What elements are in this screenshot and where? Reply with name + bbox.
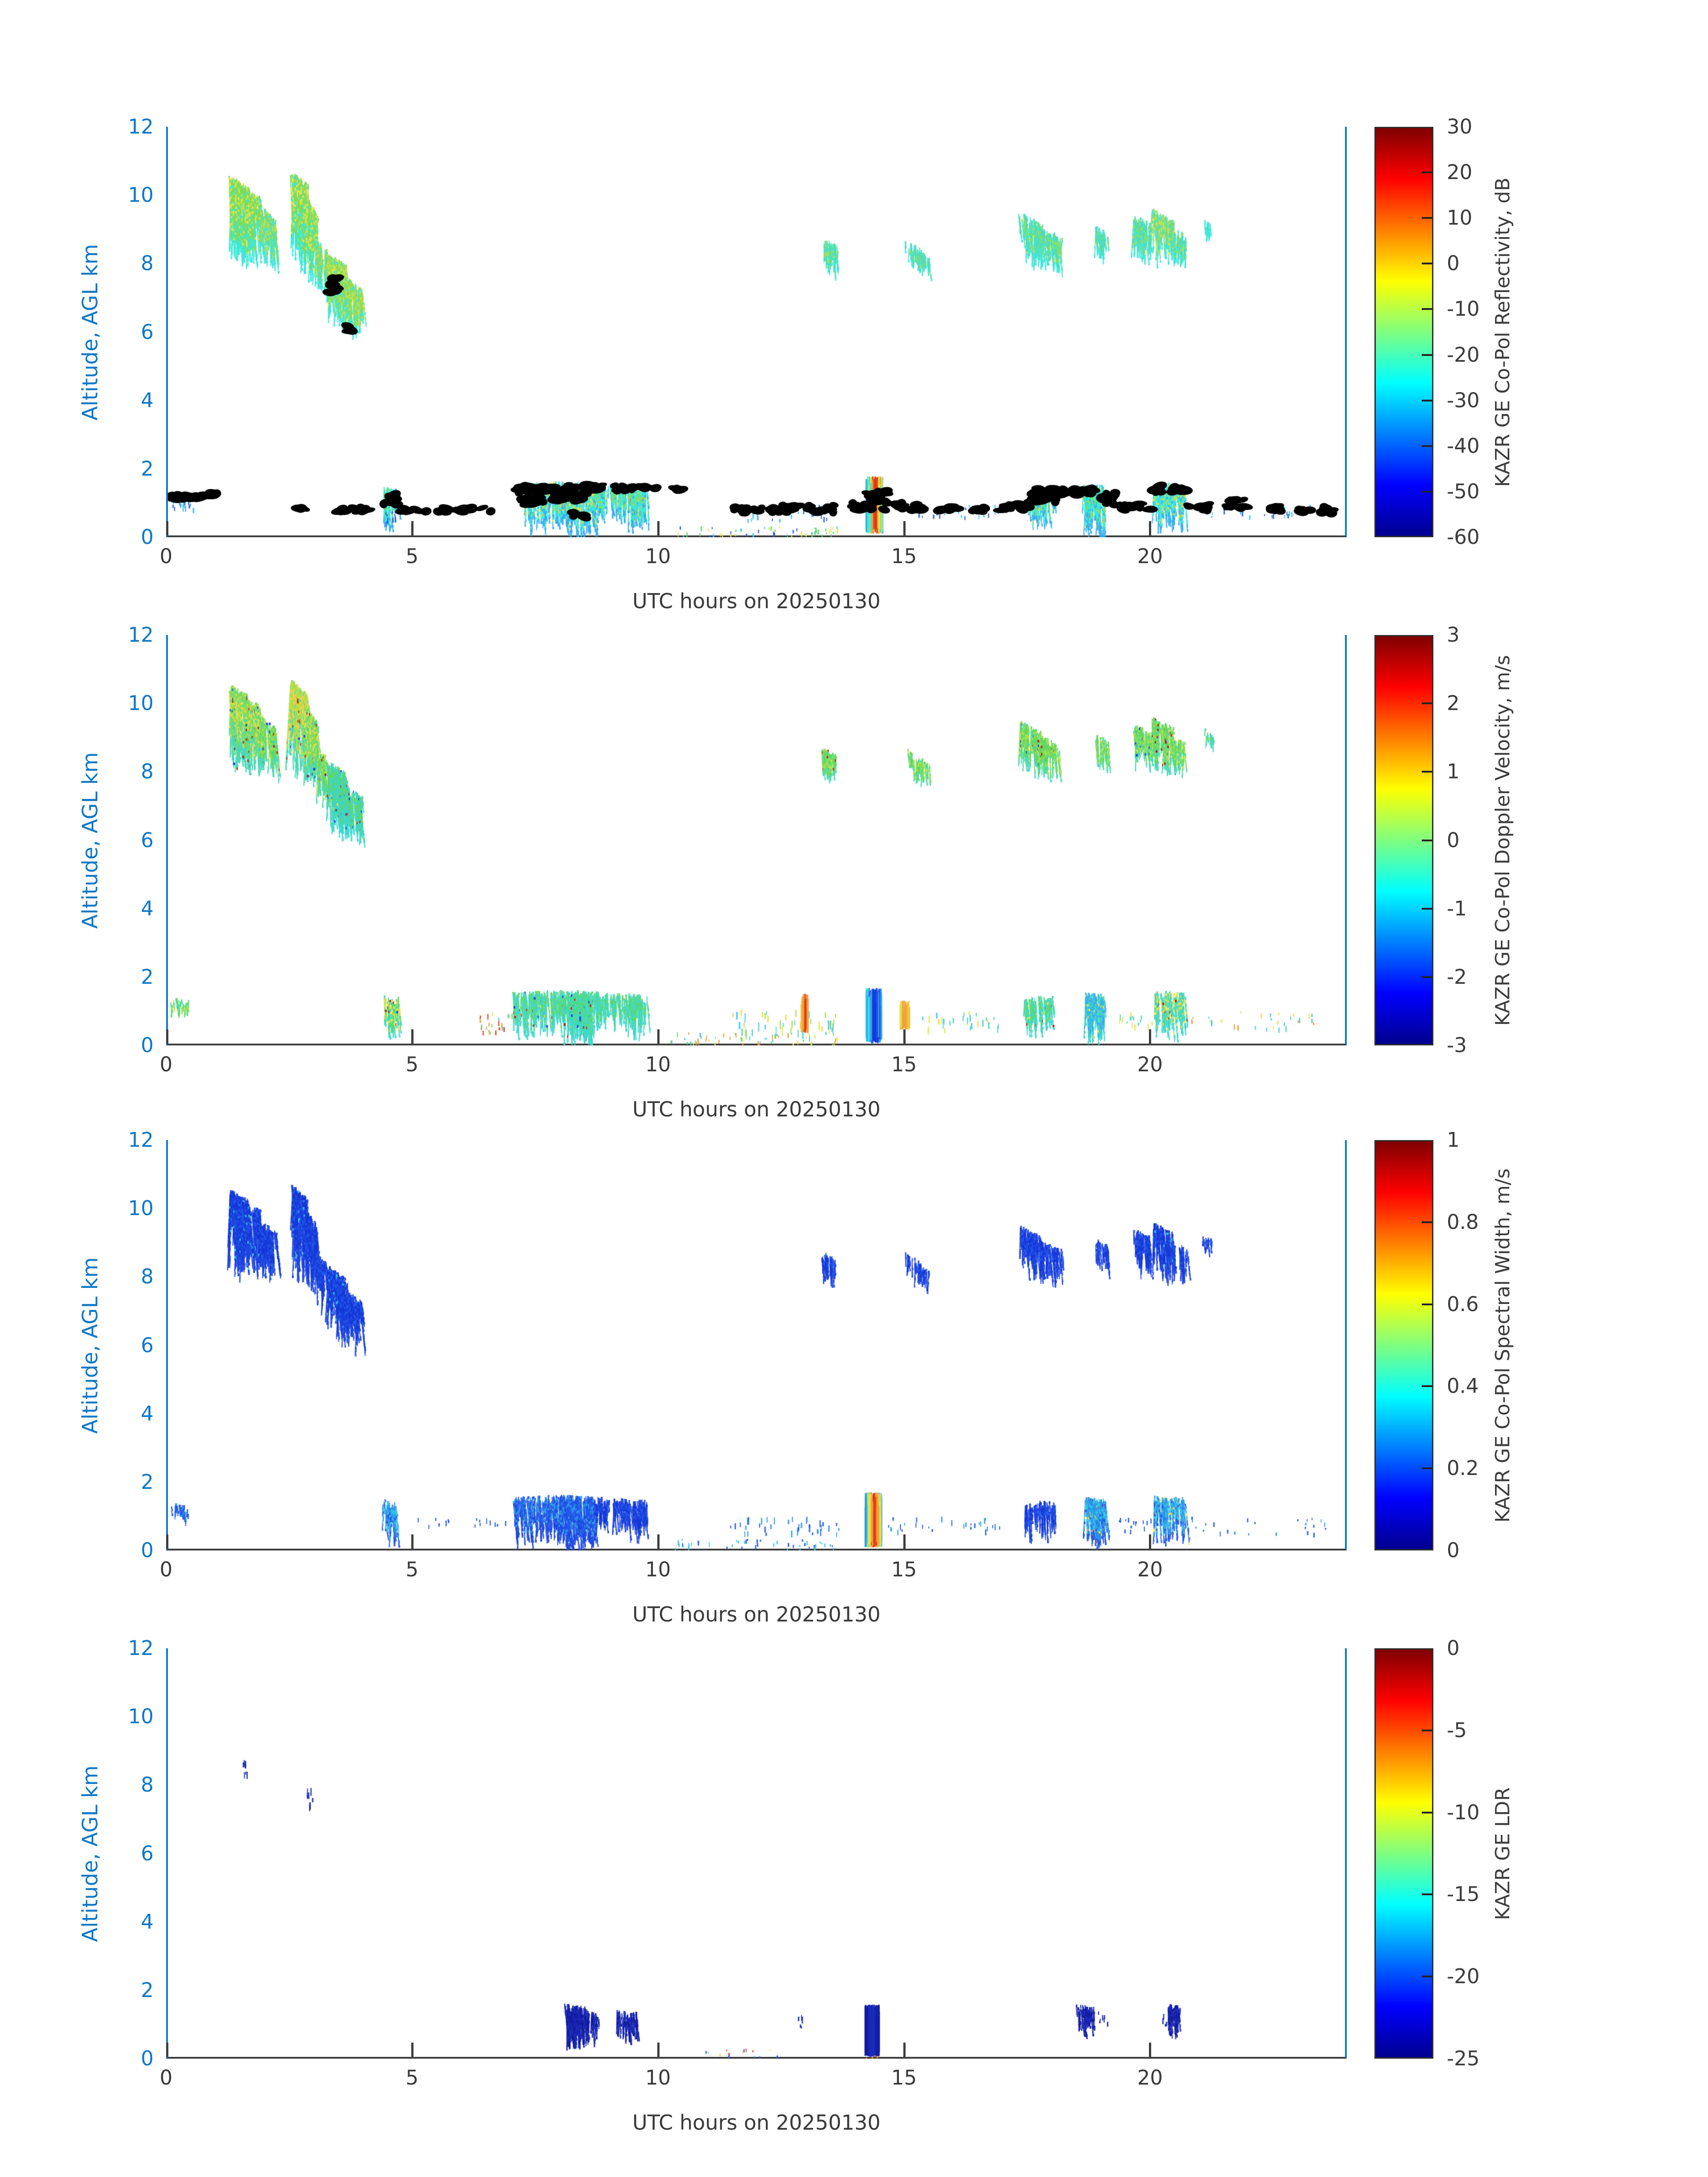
colorbar-spectral-width [1374, 1140, 1433, 1550]
colorbar-tick-mark [1422, 354, 1432, 356]
x-tick-mark [166, 1534, 168, 1549]
colorbar-tick-label: -15 [1447, 1882, 1480, 1906]
y-tick-label: 6 [141, 320, 154, 344]
y-tick-label: 4 [141, 896, 154, 920]
colorbar-tick-mark [1422, 976, 1432, 978]
colorbar-tick-label: 0.6 [1447, 1292, 1479, 1316]
colorbar-tick-mark [1422, 840, 1432, 841]
colorbar-tick-mark [1422, 702, 1432, 704]
panel-reflectivity [0, 115, 1708, 638]
x-tick-label: 0 [159, 1053, 173, 1076]
plot-area-spectral-width [166, 1140, 1347, 1550]
colorbar-tick-label: -10 [1447, 1800, 1480, 1824]
x-tick-label: 15 [891, 544, 917, 568]
x-tick-mark [166, 2043, 168, 2057]
colorbar-tick-mark [1422, 771, 1432, 773]
y-tick-label: 10 [128, 183, 154, 207]
y-tick-label: 12 [128, 1128, 154, 1152]
colorbar-tick-mark [1422, 308, 1432, 310]
colorbar-tick-label: 1 [1447, 760, 1460, 784]
y-tick-label: 2 [141, 1978, 154, 2002]
x-tick-mark [411, 521, 413, 535]
x-tick-label: 20 [1137, 544, 1163, 568]
colorbar-label: KAZR GE LDR [1491, 1787, 1514, 1920]
colorbar-tick-mark [1422, 1812, 1432, 1813]
x-tick-mark [1149, 521, 1151, 535]
y-tick-label: 0 [141, 2047, 154, 2070]
colorbar-tick-label: 0.4 [1447, 1374, 1479, 1398]
x-tick-mark [657, 1029, 660, 1044]
colorbar-tick-label: 1 [1447, 1128, 1460, 1152]
colorbar-tick-label: 3 [1447, 623, 1460, 647]
colorbar-tick-mark [1422, 1893, 1432, 1895]
colorbar-label: KAZR GE Co-Pol Doppler Velocity, m/s [1491, 655, 1514, 1026]
colorbar-tick-mark [1422, 445, 1432, 447]
y-axis-label: Altitude, AGL km [78, 1765, 103, 1942]
colorbar-tick-label: -5 [1447, 1718, 1467, 1742]
x-tick-mark [903, 521, 906, 535]
colorbar-label: KAZR GE Co-Pol Spectral Width, m/s [1491, 1168, 1514, 1523]
plot-area-doppler-velocity [166, 635, 1347, 1045]
y-tick-label: 8 [141, 1773, 154, 1797]
x-tick-label: 0 [159, 2066, 173, 2089]
colorbar-label: KAZR GE Co-Pol Reflectivity, dB [1491, 177, 1514, 487]
x-tick-mark [903, 1534, 906, 1549]
y-tick-label: 0 [141, 1033, 154, 1057]
colorbar-tick-label: -20 [1447, 343, 1480, 367]
y-tick-label: 12 [128, 623, 154, 647]
x-tick-label: 15 [891, 1558, 917, 1581]
y-tick-label: 8 [141, 1265, 154, 1289]
x-tick-label: 10 [645, 544, 671, 568]
y-tick-label: 6 [141, 828, 154, 852]
x-tick-label: 10 [645, 2066, 671, 2089]
colorbar-tick-label: -1 [1447, 896, 1467, 920]
y-tick-label: 6 [141, 1841, 154, 1865]
y-tick-label: 6 [141, 1333, 154, 1357]
colorbar-tick-label: -30 [1447, 388, 1480, 412]
colorbar-tick-mark [1422, 1730, 1432, 1731]
y-axis-label: Altitude, AGL km [78, 244, 103, 421]
colorbar-ldr [1374, 1648, 1433, 2059]
y-tick-label: 2 [141, 456, 154, 481]
plot-area-reflectivity [166, 127, 1347, 537]
x-tick-mark [657, 521, 660, 535]
colorbar-tick-label: 0 [1447, 828, 1460, 852]
x-tick-label: 0 [159, 1558, 173, 1581]
x-tick-mark [411, 1534, 413, 1549]
x-tick-label: 5 [405, 2066, 419, 2089]
y-tick-label: 8 [141, 251, 154, 276]
plot-area-ldr [166, 1648, 1347, 2059]
x-tick-label: 20 [1137, 2066, 1163, 2089]
y-axis-label: Altitude, AGL km [78, 752, 103, 929]
colorbar-tick-mark [1422, 1304, 1432, 1305]
colorbar-tick-mark [1422, 263, 1432, 264]
colorbar-tick-mark [1422, 491, 1432, 493]
panel-spectral-width [0, 1128, 1708, 1651]
colorbar-reflectivity [1374, 127, 1433, 537]
colorbar-tick-label: -40 [1447, 434, 1480, 458]
x-tick-mark [1149, 1029, 1151, 1044]
x-tick-mark [411, 1029, 413, 1044]
x-tick-mark [166, 1029, 168, 1044]
doppler-velocity-heatmap-canvas [168, 635, 1349, 1045]
y-tick-label: 2 [141, 1470, 154, 1494]
x-axis-label: UTC hours on 20250130 [632, 1602, 881, 1626]
y-tick-label: 2 [141, 965, 154, 989]
x-tick-label: 15 [891, 1053, 917, 1076]
x-tick-mark [166, 521, 168, 535]
x-tick-mark [411, 2043, 413, 2057]
x-tick-label: 20 [1137, 1053, 1163, 1076]
y-tick-label: 10 [128, 691, 154, 715]
x-tick-label: 15 [891, 2066, 917, 2089]
colorbar-tick-label: -60 [1447, 525, 1480, 549]
x-tick-mark [903, 1029, 906, 1044]
x-tick-label: 10 [645, 1558, 671, 1581]
x-tick-mark [657, 1534, 660, 1549]
x-tick-mark [657, 2043, 660, 2057]
x-tick-mark [903, 2043, 906, 2057]
spectral-width-heatmap-canvas [168, 1140, 1349, 1550]
y-tick-label: 4 [141, 388, 154, 412]
colorbar-tick-label: 0 [1447, 1538, 1460, 1562]
y-tick-label: 8 [141, 760, 154, 784]
colorbar-tick-mark [1422, 400, 1432, 401]
y-tick-label: 12 [128, 1636, 154, 1660]
colorbar-tick-mark [1422, 1221, 1432, 1223]
y-tick-label: 0 [141, 1538, 154, 1562]
colorbar-tick-mark [1422, 1385, 1432, 1387]
x-tick-label: 5 [405, 1053, 419, 1076]
colorbar-tick-label: 0.8 [1447, 1210, 1479, 1234]
colorbar-tick-label: 0 [1447, 251, 1460, 276]
x-axis-label: UTC hours on 20250130 [632, 2110, 881, 2135]
x-axis-label: UTC hours on 20250130 [632, 589, 881, 613]
panel-doppler-velocity [0, 623, 1708, 1146]
colorbar-tick-label: 10 [1447, 206, 1473, 230]
colorbar-tick-mark [1422, 1467, 1432, 1469]
x-axis-label: UTC hours on 20250130 [632, 1097, 881, 1121]
colorbar-tick-label: -50 [1447, 479, 1480, 503]
colorbar-tick-label: -10 [1447, 297, 1480, 321]
colorbar-tick-label: 2 [1447, 691, 1460, 715]
colorbar-tick-mark [1422, 1976, 1432, 1977]
y-tick-label: 10 [128, 1705, 154, 1729]
colorbar-tick-label: 30 [1447, 115, 1473, 138]
x-tick-mark [1149, 2043, 1151, 2057]
y-axis-label: Altitude, AGL km [78, 1257, 103, 1434]
colorbar-tick-label: 0 [1447, 1636, 1460, 1660]
colorbar-tick-label: -20 [1447, 1964, 1480, 1989]
y-tick-label: 0 [141, 525, 154, 549]
colorbar-tick-label: -2 [1447, 965, 1467, 989]
y-tick-label: 4 [141, 1401, 154, 1425]
colorbar-tick-label: 0.2 [1447, 1456, 1479, 1480]
colorbar-tick-mark [1422, 217, 1432, 219]
ldr-heatmap-canvas [168, 1648, 1349, 2059]
colorbar-tick-label: -25 [1447, 2047, 1480, 2070]
x-tick-label: 5 [405, 544, 419, 568]
colorbar-tick-mark [1422, 908, 1432, 910]
x-tick-mark [1149, 1534, 1151, 1549]
colorbar-tick-label: 20 [1447, 160, 1473, 184]
colorbar-tick-mark [1422, 171, 1432, 173]
colorbar-tick-label: -3 [1447, 1033, 1467, 1057]
x-tick-label: 20 [1137, 1558, 1163, 1581]
panel-ldr [0, 1636, 1708, 2160]
y-tick-label: 10 [128, 1196, 154, 1220]
reflectivity-heatmap-canvas [168, 127, 1349, 537]
y-tick-label: 4 [141, 1910, 154, 1934]
x-tick-label: 0 [159, 544, 173, 568]
y-tick-label: 12 [128, 115, 154, 138]
x-tick-label: 5 [405, 1558, 419, 1581]
x-tick-label: 10 [645, 1053, 671, 1076]
